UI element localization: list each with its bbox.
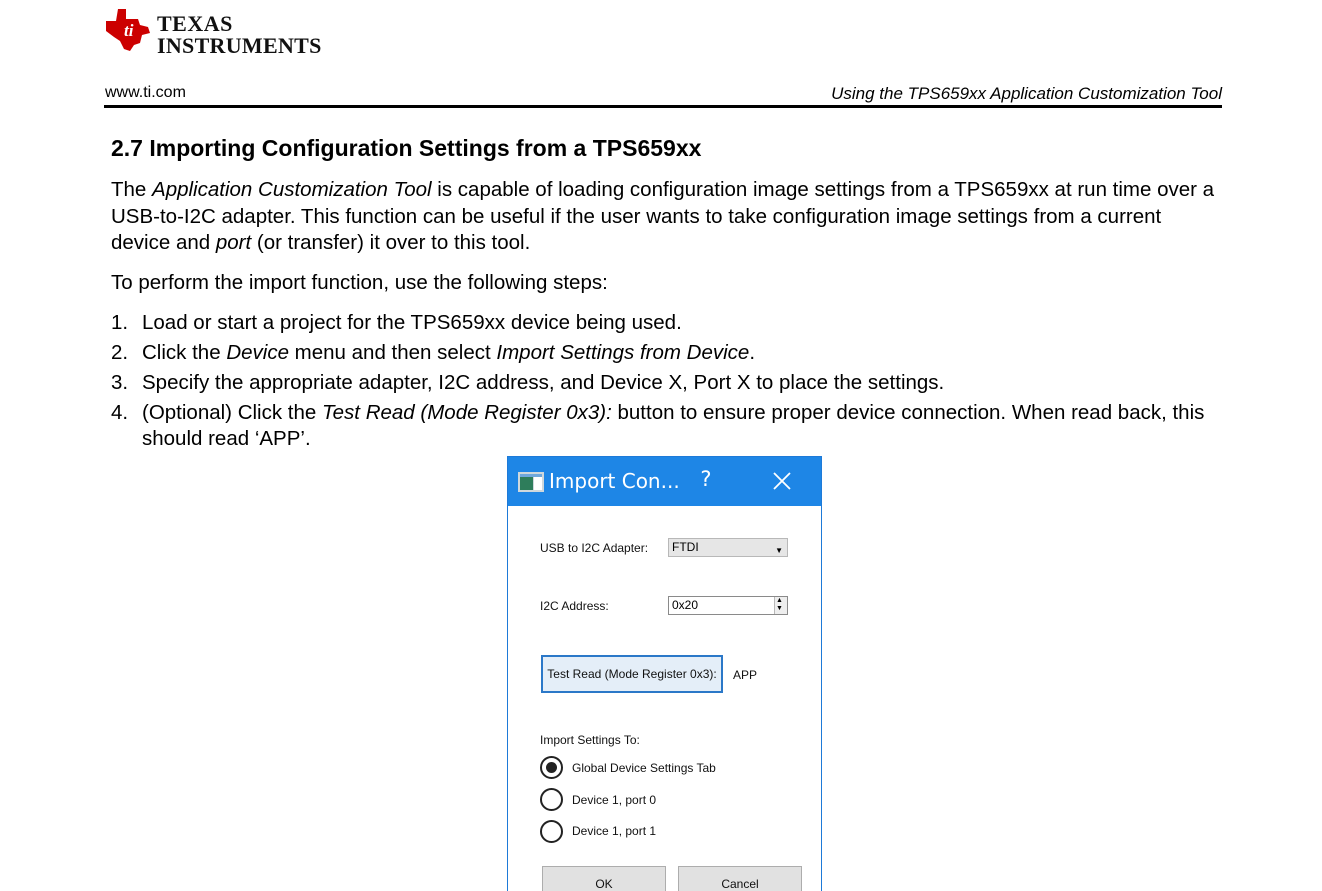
spin-buttons[interactable] xyxy=(774,597,787,614)
logo-wordmark xyxy=(157,13,322,57)
option-device1-port0[interactable]: Device 1, port 0 xyxy=(572,793,657,807)
svg-text:ti: ti xyxy=(124,21,134,40)
site-url[interactable]: www.ti.com xyxy=(105,84,186,101)
adapter-dropdown[interactable] xyxy=(668,538,788,557)
step-number: 1. xyxy=(111,311,129,334)
address-value: 0x20 xyxy=(672,598,699,612)
cancel-button[interactable]: Cancel xyxy=(678,866,802,891)
adapter-label: USB to I2C Adapter: xyxy=(540,541,649,555)
dialog-title: Import Con... xyxy=(549,469,680,493)
option-global-settings[interactable]: Global Device Settings Tab xyxy=(572,761,716,775)
step-4: 4. (Optional) Click the Test Read (Mode Register 0x3): button to ensure proper device connection. When read back, this should read ‘APP’. xyxy=(111,401,1205,450)
radio-device1-port1[interactable] xyxy=(540,820,563,843)
import-config-dialog xyxy=(507,456,822,891)
step-number: 4. xyxy=(111,401,129,424)
section-heading: 2.7 Importing Configuration Settings from a TPS659xx xyxy=(111,135,702,161)
steps-list xyxy=(111,310,1221,456)
adapter-value: FTDI xyxy=(672,540,699,554)
step-text: Load or start a project for the TPS659xx device being used. xyxy=(142,311,682,334)
ti-state-icon xyxy=(104,7,154,53)
intro-paragraph: The Application Customization Tool is capable of loading configuration image settings from a TPS659xx at run time over a USB-to-I2C adapter. This function can be useful if the user wants to take configuration image settings from a current device and port (or transfer) it over to this tool. xyxy=(111,178,1215,254)
step-3 xyxy=(111,370,1221,397)
close-icon[interactable] xyxy=(770,469,794,493)
steps-intro: To perform the import function, use the following steps: xyxy=(111,271,608,294)
spin-down-icon[interactable]: ▼ xyxy=(776,605,783,612)
option-device1-port1[interactable]: Device 1, port 1 xyxy=(572,824,657,838)
address-label: I2C Address: xyxy=(540,599,609,613)
running-title: Using the TPS659xx Application Customization Tool xyxy=(831,84,1222,103)
port-term: port xyxy=(215,231,252,254)
logo-line-1: TEXAS xyxy=(157,11,233,36)
step-2: 2. Click the Device menu and then select Import Settings from Device. xyxy=(111,340,1221,367)
test-read-button[interactable]: Test Read (Mode Register 0x3): xyxy=(541,655,723,693)
radio-device1-port0[interactable] xyxy=(540,788,563,811)
app-icon xyxy=(518,472,544,492)
step-number: 3. xyxy=(111,371,129,394)
step-text: Specify the appropriate adapter, I2C address, and Device X, Port X to place the settings. xyxy=(142,371,945,394)
test-read-term: Test Read (Mode Register 0x3): xyxy=(322,401,612,424)
spin-up-icon[interactable]: ▲ xyxy=(776,597,783,604)
address-spinbox[interactable] xyxy=(668,596,788,615)
help-button[interactable]: ? xyxy=(700,467,712,491)
ok-button[interactable]: OK xyxy=(542,866,666,891)
import-to-label: Import Settings To: xyxy=(540,733,640,747)
test-result: APP xyxy=(733,668,758,682)
device-menu-term: Device xyxy=(226,341,289,364)
tool-name: Application Customization Tool xyxy=(152,178,432,201)
chevron-down-icon: ▼ xyxy=(775,546,783,555)
import-settings-term: Import Settings from Device xyxy=(496,341,750,364)
step-1 xyxy=(111,310,1221,337)
dialog-titlebar[interactable] xyxy=(508,457,821,506)
ti-logo xyxy=(104,7,334,59)
logo-line-2: INSTRUMENTS xyxy=(157,33,322,58)
step-number: 2. xyxy=(111,341,129,364)
radio-global-settings[interactable] xyxy=(540,756,563,779)
radio-selected-dot xyxy=(546,762,557,773)
header-rule xyxy=(104,105,1222,108)
